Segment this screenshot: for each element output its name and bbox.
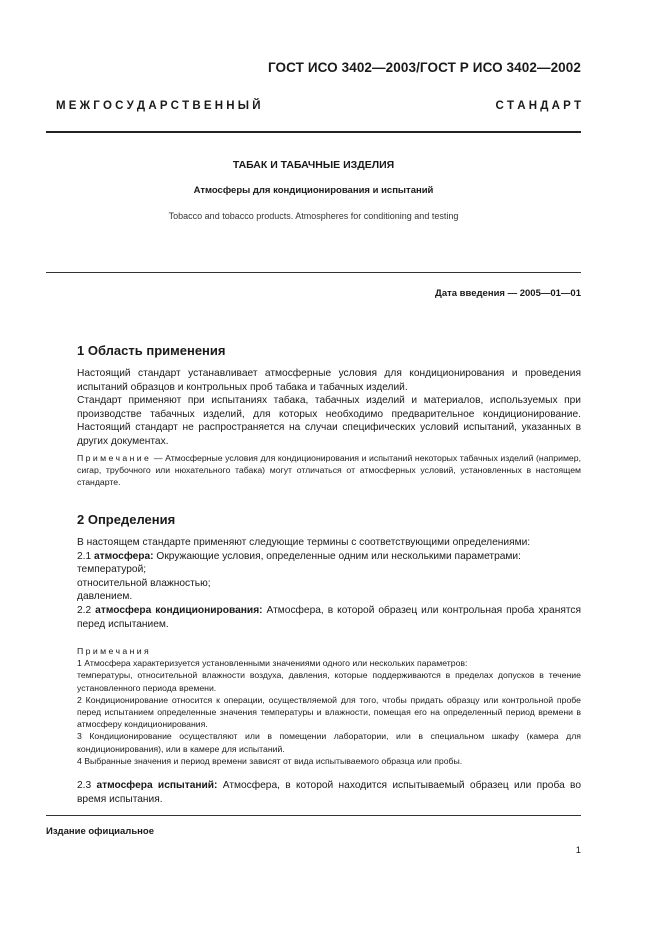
section-1-note [77, 452, 581, 489]
definition-2-1-term: атмосфера: [94, 550, 154, 562]
banner-word-interstate: М Е Ж Г О С У Д А Р С Т В Е Н Н Ы Й [56, 100, 261, 112]
page-number: 1 [575, 845, 581, 856]
footer-rule [46, 815, 581, 816]
section-2-heading: 2 Определения [77, 512, 176, 527]
banner-word-standard: С Т А Н Д А Р Т [495, 100, 581, 112]
note-label: Примечание [77, 453, 152, 463]
notes-label: Примечания [77, 646, 152, 656]
section-1-paragraph-2: Стандарт применяют при испытаниях табака, табачных изделий и материалов, используемых при производстве табачных изделий, для которых необходимо предварительное кондиционирование. Настоящий стандарт не распространяется на случаи специфических условий испытаний, указанных в других документах. [77, 395, 581, 447]
definition-2-1-text: Окружающие условия, определенные одним или несколькими параметрами: [153, 550, 521, 562]
definition-2-1-number: 2.1 [77, 550, 92, 562]
section-2-notes [77, 645, 581, 767]
section-1-heading: 1 Область применения [77, 343, 226, 358]
note-text: — Атмосферные условия для кондиционирования и испытаний некоторых табачных изделий (например, сигар, трубочного или нюхательного табака) могут отличаться от атмосферных условий, установленных в настоящем стандарте. [77, 453, 581, 488]
section-2-definitions [77, 536, 581, 631]
official-edition-label: Издание официальное [46, 826, 154, 837]
definition-2-3 [77, 779, 581, 806]
definition-2-3-text: Атмосфера, в которой находится испытываемый образец или проба во время испытания. [77, 780, 582, 805]
definition-2-2-term: атмосфера кондиционирования: [95, 604, 263, 616]
definition-2-3-number: 2.3 [77, 780, 92, 791]
title-english: Tobacco and tobacco products. Atmospheres for conditioning and testing [168, 211, 459, 221]
definition-2-2-number: 2.2 [77, 604, 92, 616]
title-rule [46, 272, 581, 273]
note-1-continued: температуры, относительной влажности воздуха, давления, которые поддерживаются в пределах допусков в течение установленного периода времени. [77, 670, 581, 693]
header-rule [46, 131, 581, 133]
definition-2-3-term: атмосфера испытаний: [96, 780, 218, 791]
subtitle-russian: Атмосферы для кондиционирования и испытаний [193, 185, 434, 196]
section-1-paragraph-1: Настоящий стандарт устанавливает атмосферные условия для кондиционирования и проведения испытаний образцов и контрольных проб табака и табачных изделий. [77, 368, 581, 393]
title-russian: ТАБАК И ТАБАЧНЫЕ ИЗДЕЛИЯ [232, 159, 395, 171]
definition-2-1-item: относительной влажностью; [77, 577, 211, 589]
definition-2-1 [77, 550, 581, 564]
document-code: ГОСТ ИСО 3402—2003/ГОСТ Р ИСО 3402—2002 [267, 60, 581, 75]
definition-2-2-text: Атмосфера, в которой образец или контрольная проба хранятся перед испытанием. [77, 604, 581, 630]
definition-2-1-item: температурой; [77, 564, 147, 576]
note-2: 2 Кондиционирование относится к операции, осуществляемой для того, чтобы придать образцу или контрольной пробе перед испытанием определенные значения температуры и влажности, помещая его на определенный период времени в атмосферу кондиционирования. [77, 694, 581, 730]
definition-2-1-item: давлением. [77, 591, 133, 603]
introduction-date: Дата введения — 2005—01—01 [435, 288, 581, 299]
section-2-intro: В настоящем стандарте применяют следующие термины с соответствующими определениями: [77, 537, 531, 548]
note-3: 3 Кондиционирование осуществляют или в помещении лаборатории, или в специальном шкафу (камера для кондиционирования), или в камере для испытаний. [77, 731, 581, 754]
note-4: 4 Выбранные значения и период времени зависят от вида испытываемого образца или пробы. [77, 755, 463, 766]
interstate-standard-banner [56, 100, 581, 112]
definition-2-2 [77, 604, 581, 631]
section-1-body [77, 367, 581, 449]
note-1: 1 Атмосфера характеризуется установленными значениями одного или нескольких параметров: [77, 658, 468, 669]
